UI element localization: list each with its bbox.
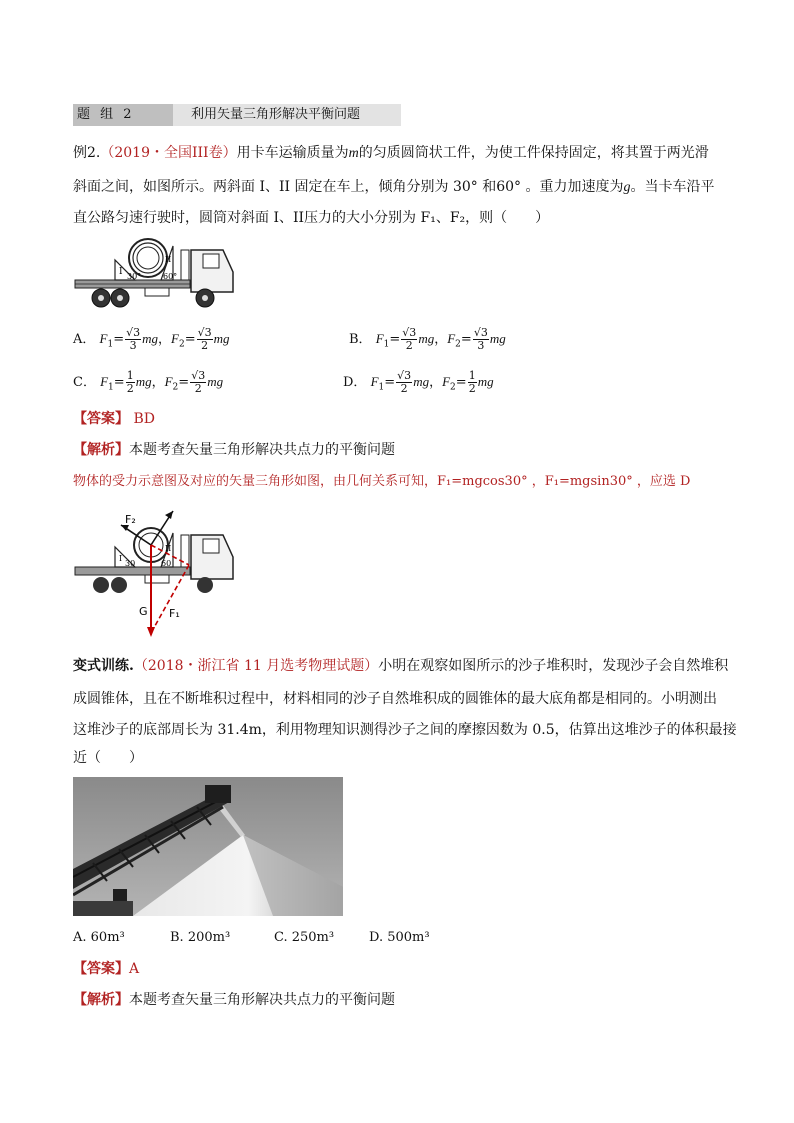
force-diagram [73,503,241,639]
example-source: （2019・全国III卷） [100,145,237,161]
analysis-2: 【解析】本题考查矢量三角形解决共点力的平衡问题 [73,992,395,1008]
variant-line1: 变式训练.（2018・浙江省 11 月选考物理试题）小明在观察如图所示的沙子堆积时，发现沙子会自然堆积 [73,658,729,674]
example2-line2: 斜面之间，如图所示。两斜面 I、II 固定在车上，倾角分别为 30° 和60° 。重力加速度为g。当卡车沿平 [73,179,715,195]
frac-b2: $\frac{√3}{3}$ [473,326,488,352]
incline-I-label: I [119,267,123,277]
variant-option-B[interactable]: B. 200m³ [170,930,231,945]
force-G-label: G [139,605,148,618]
frac-c1: $\frac{1}{2}$ [126,369,134,395]
variant-option-C[interactable]: C. 250m³ [274,930,335,945]
group-label: 题 组 2 [73,104,173,126]
svg-text:60: 60 [161,559,172,568]
answer-2: 【答案】A [73,961,140,977]
svg-text:30: 30 [125,559,136,568]
frac-a1: $\frac{√3}{3}$ [126,326,141,352]
option-A[interactable]: A． $F_1=$ $\frac{√3}{3}$ mg，$F_2=$ $\frac{√3}{2}$ mg [73,326,230,352]
option-C[interactable]: C． $F_1=$ $\frac{1}{2}$ mg，$F_2=$ $\frac{√3}{2}$ mg [73,369,224,395]
variant-option-A[interactable]: A. 60m³ [73,930,125,945]
group-title: 利用矢量三角形解决平衡问题 [173,104,401,126]
answer-1: 【答案】 BD [73,411,155,427]
force-F1-label: F₁ [169,607,180,620]
incline-II-label: II [165,255,172,264]
truck-figure [73,236,241,310]
analysis-1: 【解析】本题考查矢量三角形解决共点力的平衡问题 [73,442,395,458]
svg-text:II: II [165,544,172,553]
example2-line1: 例2.（2019・全国III卷）用卡车运输质量为m的匀质圆筒状工件，为使工件保持固定，将其置于两光滑 [73,145,709,161]
variant-option-D[interactable]: D. 500m³ [369,930,430,945]
example-label: 例2. [73,145,101,161]
frac-c2: $\frac{√3}{2}$ [191,369,206,395]
variant-line3: 这堆沙子的底部周长为 31.4m，利用物理知识测得沙子之间的摩擦因数为 0.5，估算出这堆沙子的体积最接 [73,722,737,738]
analysis-1-detail: 物体的受力示意图及对应的矢量三角形如图，由几何关系可知，F₁=mgcos30° ，F₁=mgsin30° ，应选 D [73,474,691,489]
sand-pile-photo [73,777,343,916]
force-F2-label: F₂ [125,513,136,526]
frac-d1: $\frac{√3}{2}$ [397,369,412,395]
frac-b1: $\frac{√3}{2}$ [402,326,417,352]
frac-d2: $\frac{1}{2}$ [468,369,476,395]
variant-line2: 成圆锥体，且在不断堆积过程中，材料相同的沙子自然堆积成的圆锥体的最大底角都是相同的。小明测出 [73,691,717,707]
angle-30-label: 30° [127,272,142,281]
frac-a2: $\frac{√3}{2}$ [197,326,212,352]
angle-60-label: 60° [163,272,178,281]
example2-line3: 直公路匀速行驶时，圆筒对斜面 I、II压力的大小分别为 F₁、F₂，则（ ） [73,210,550,226]
variant-line4: 近（ ） [73,750,143,766]
option-B[interactable]: B． $F_1=$ $\frac{√3}{2}$ mg，$F_2=$ $\frac{√3}{3}$ mg [349,326,506,352]
svg-text:I: I [119,554,123,563]
option-D[interactable]: D． $F_1=$ $\frac{√3}{2}$ mg，$F_2=$ $\frac{1}{2}$ mg [343,369,494,395]
